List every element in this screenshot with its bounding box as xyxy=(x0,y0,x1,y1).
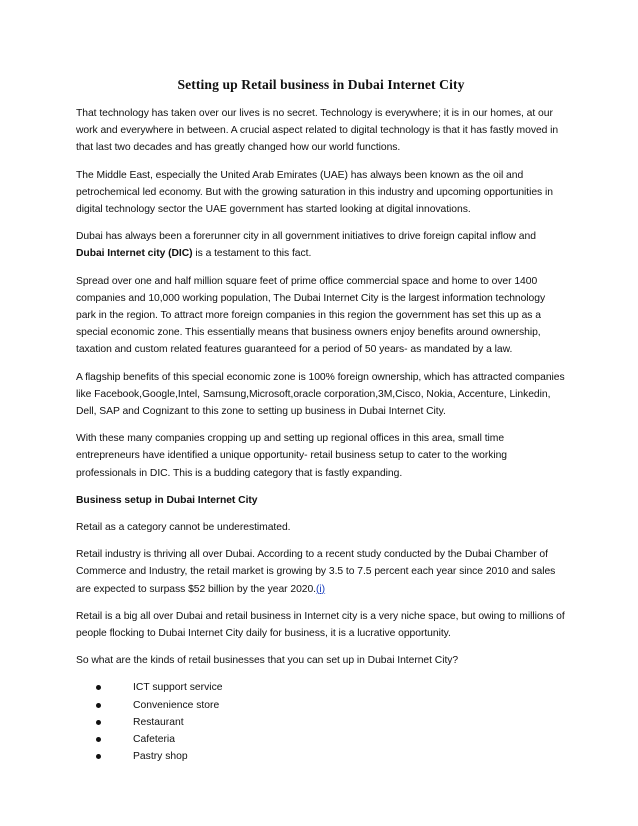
list-item xyxy=(96,748,566,765)
paragraph-text: Dubai has always been a forerunner city in all government initiatives to drive foreign capital inflow and xyxy=(76,231,536,243)
section-heading: Business setup in Dubai Internet City xyxy=(76,494,258,506)
list-item xyxy=(96,731,566,748)
list-item xyxy=(96,697,566,714)
bullet-icon xyxy=(96,737,101,742)
bullet-icon xyxy=(96,720,101,725)
paragraph-office-space: Spread over one and half million square feet of prime office commercial space and home to over 1400 companies and 10,000 working population, The Dubai Internet City is the largest information technology park in the region. To attract more foreign companies in this region the government has set this up as a special economic zone. This essentially means that business owners enjoy benefits around ownership, taxation and custom related features guaranteed for a period of 50 years- as mandated by a law. xyxy=(76,275,546,356)
list-item-label: ICT support service xyxy=(133,682,223,694)
list-item-label: Pastry shop xyxy=(133,751,188,763)
document-page xyxy=(76,76,566,766)
list-item xyxy=(96,714,566,731)
paragraph-entrepreneurs: With these many companies cropping up and setting up regional offices in this area, small time entrepreneurs have identified a unique opportunity- retail business setup to cater to the working professionals in DIC. This is a budding category that is fastly expanding. xyxy=(76,433,508,479)
list-item-label: Convenience store xyxy=(133,699,220,711)
paragraph-question: So what are the kinds of retail businesses that you can set up in Dubai Internet City? xyxy=(76,655,459,667)
bullet-icon xyxy=(96,685,101,690)
paragraph-retail-industry xyxy=(76,546,566,598)
bullet-icon xyxy=(96,703,101,708)
list-item-label: Cafeteria xyxy=(133,734,175,746)
paragraph-retail-category: Retail as a category cannot be underestimated. xyxy=(76,522,291,534)
paragraph-text: Retail industry is thriving all over Dubai. According to a recent study conducted by the Dubai Chamber of Commerce and Industry, the retail market is growing by 3.5 to 7.5 percent each year since 2010 and sales are expected to surpass $52 billion by the year 2020. xyxy=(76,549,556,595)
paragraph-dubai-forerunner xyxy=(76,228,566,262)
list-item xyxy=(96,679,566,696)
dic-bold-text: Dubai Internet city (DIC) xyxy=(76,248,193,260)
reference-link[interactable]: (i) xyxy=(316,583,326,595)
page-title: Setting up Retail business in Dubai Internet City xyxy=(177,77,465,92)
paragraph-intro: That technology has taken over our lives is no secret. Technology is everywhere; it is in our homes, at our work and everywhere in between. A crucial aspect related to digital technology is that it has fastly moved in that last two decades and has greatly changed how our world functions. xyxy=(76,108,559,154)
paragraph-text: is a testament to this fact. xyxy=(192,248,312,260)
paragraph-foreign-ownership: A flagship benefits of this special economic zone is 100% foreign ownership, which has attracted companies like Facebook,Google,Intel, Samsung,Microsoft,oracle corporation,3M,Cisco, Nokia, Accenture, Linkedin, Dell, SAP and Cognizant to this zone to setting up business in Dubai Internet City. xyxy=(76,371,565,418)
paragraph-niche-space: Retail is a big all over Dubai and retail business in Internet city is a very niche space, but owing to millions of people flocking to Dubai Internet City daily for business, it is a lucrative opportunity. xyxy=(76,610,565,640)
bullet-icon xyxy=(96,754,101,759)
business-list xyxy=(76,679,566,765)
paragraph-middle-east: The Middle East, especially the United Arab Emirates (UAE) has always been known as the oil and petrochemical led economy. But with the growing saturation in this industry and upcoming opportunities in digital technology sector the UAE government has started looking at digital innovations. xyxy=(76,169,553,216)
list-item-label: Restaurant xyxy=(133,716,184,728)
